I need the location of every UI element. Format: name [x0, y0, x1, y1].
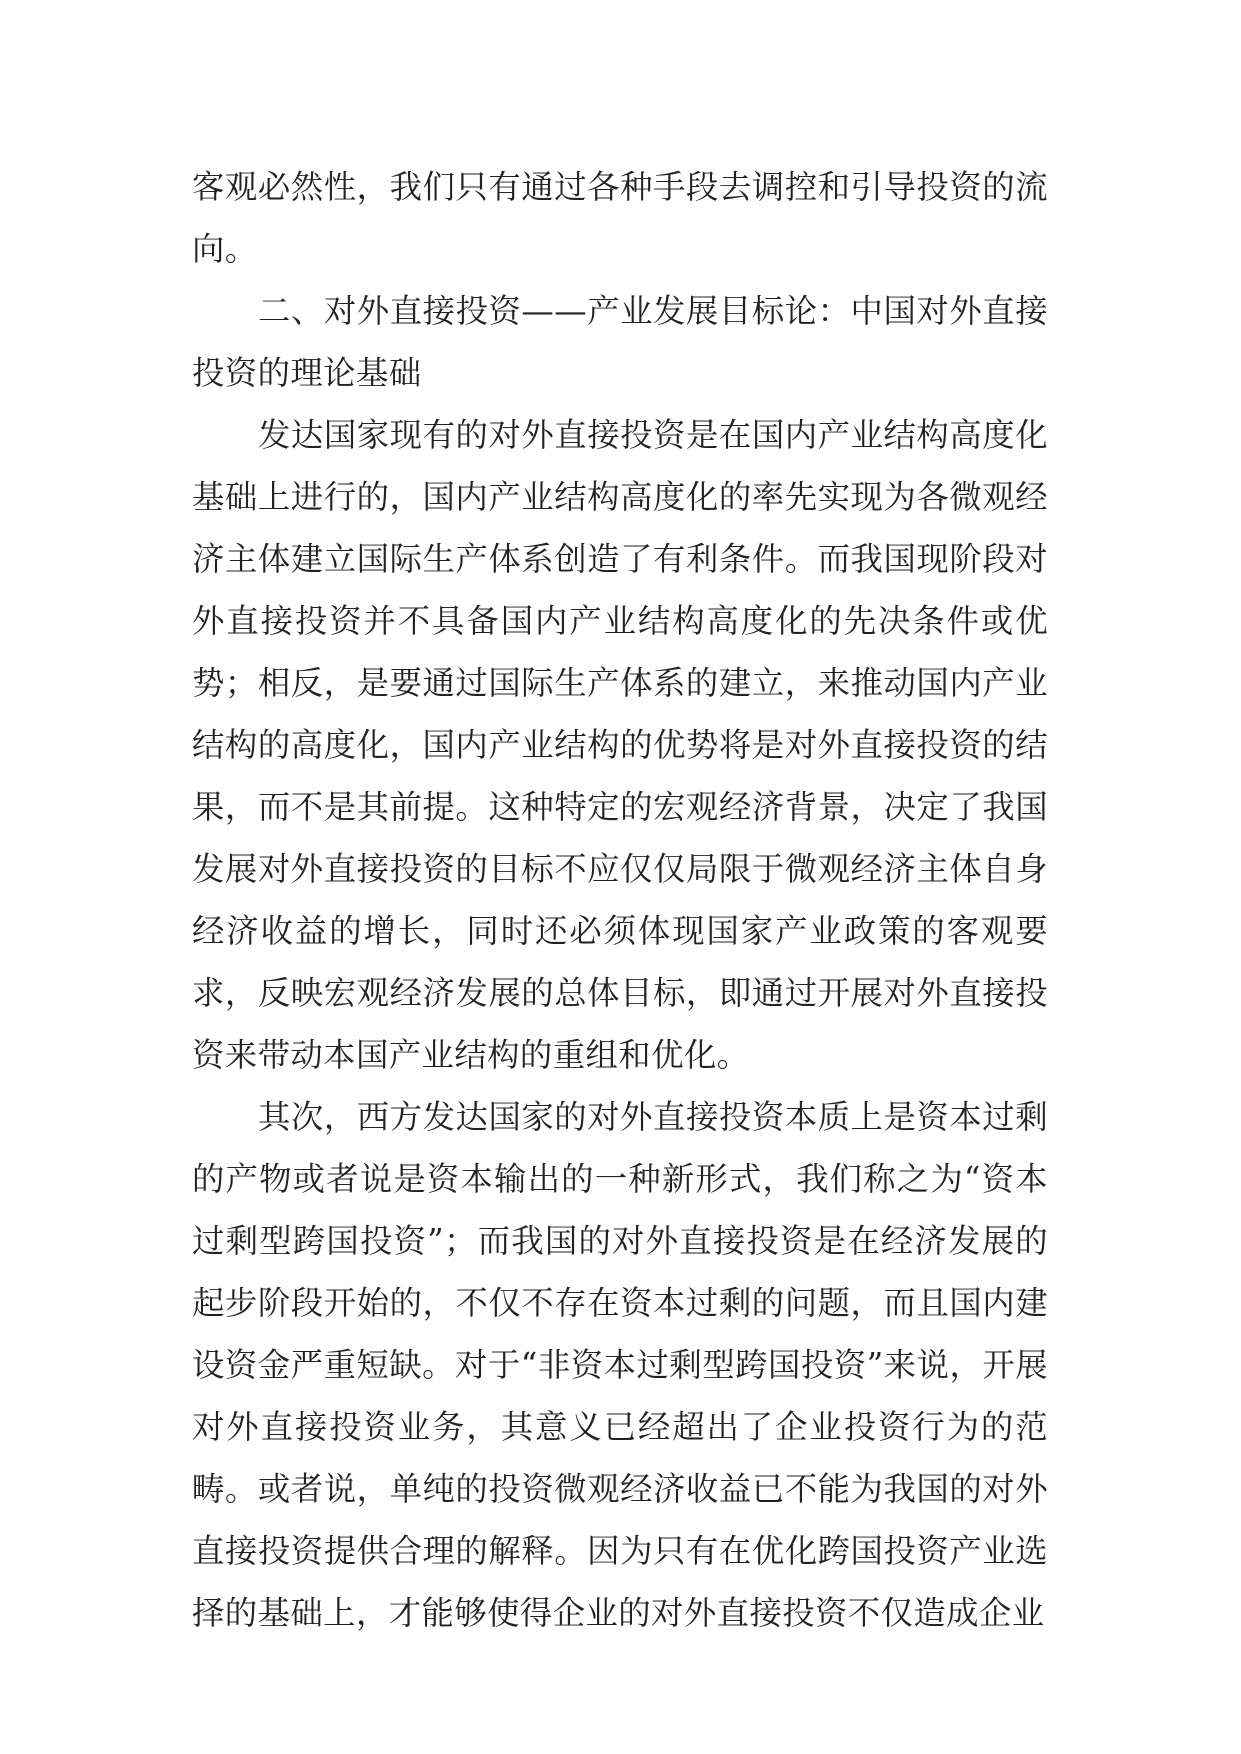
body-text [192, 156, 1048, 1644]
paragraph-continuation: 客观必然性，我们只有通过各种手段去调控和引导投资的流向。 [192, 168, 1048, 268]
paragraph-background: 发达国家现有的对外直接投资是在国内产业结构高度化基础上进行的，国内产业结构高度化的率先实现为各微观经济主体建立国际生产体系创造了有利条件。而我国现阶段对外直接投资并不具备国内产业结构高度化的先决条件或优势；相反，是要通过国际生产体系的建立，来推动国内产业结构的高度化，国内产业结构的优势将是对外直接投资的结果，而不是其前提。这种特定的宏观经济背景，决定了我国发展对外直接投资的目标不应仅仅局限于微观经济主体自身经济收益的增长，同时还必须体现国家产业政策的客观要求，反映宏观经济发展的总体目标，即通过开展对外直接投资来带动本国产业结构的重组和优化。 [192, 416, 1048, 1074]
section-heading: 二、对外直接投资——产业发展目标论：中国对外直接投资的理论基础 [192, 292, 1048, 392]
paragraph-secondly: 其次，西方发达国家的对外直接投资本质上是资本过剩的产物或者说是资本输出的一种新形式，我们称之为“资本过剩型跨国投资”；而我国的对外直接投资是在经济发展的起步阶段开始的，不仅不存在资本过剩的问题，而且国内建设资金严重短缺。对于“非资本过剩型跨国投资”来说，开展对外直接投资业务，其意义已经超出了企业投资行为的范畴。或者说，单纯的投资微观经济收益已不能为我国的对外直接投资提供合理的解释。因为只有在优化跨国投资产业选择的基础上，才能够使得企业的对外直接投资不仅造成企业 [192, 1098, 1048, 1632]
